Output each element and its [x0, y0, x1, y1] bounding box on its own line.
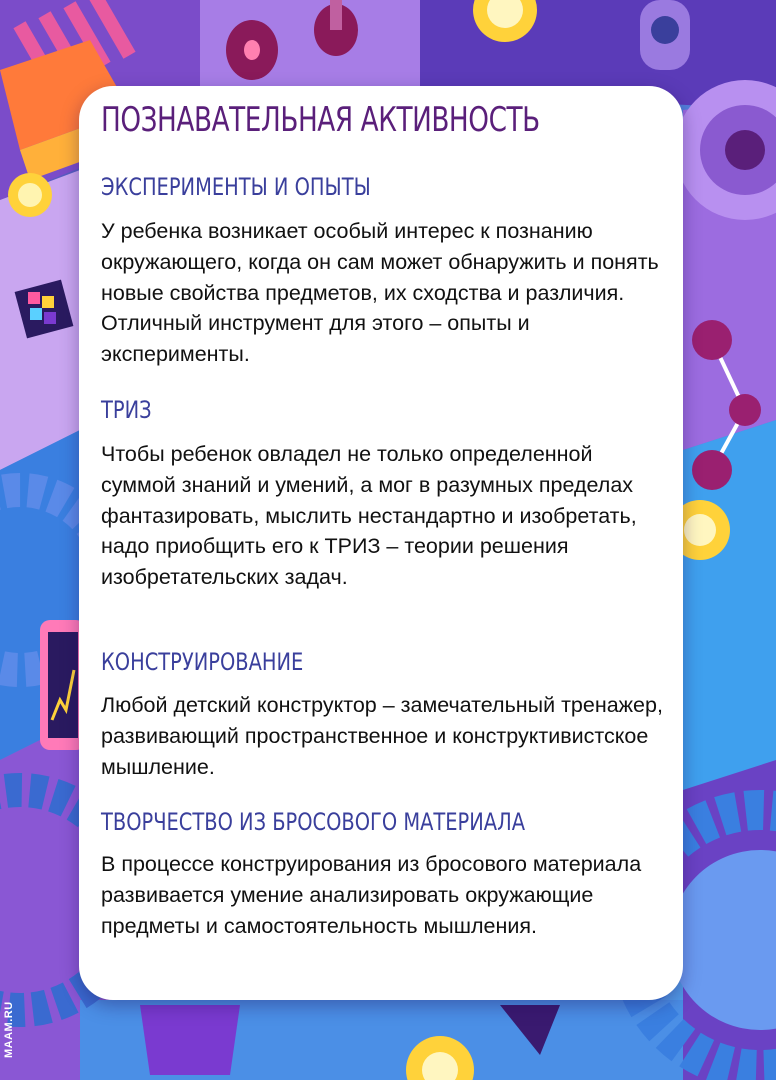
section-heading-triz: ТРИЗ: [101, 396, 152, 424]
section-heading-waste-materials: ТВОРЧЕСТВО ИЗ БРОСОВОГО МАТЕРИАЛА: [101, 808, 525, 836]
section-heading-experiments: ЭКСПЕРИМЕНТЫ И ОПЫТЫ: [101, 173, 371, 201]
section-text-experiments: У ребенка возникает особый интерес к познанию окружающего, когда он сам может обнаружить и понять новые свойства предметов, их сходства и различия. Отличный инструмент для этого – опыты и эксперименты.: [101, 219, 659, 367]
watermark: MAAM.RU: [3, 1001, 15, 1058]
section-heading-construction: КОНСТРУИРОВАНИЕ: [101, 648, 304, 676]
page-title: ПОЗНАВАТЕЛЬНАЯ АКТИВНОСТЬ: [101, 100, 540, 140]
section-text-triz: Чтобы ребенок овладел не только определенной суммой знаний и умений, а мог в разумных пределах фантазировать, мыслить нестандартно и изобретать, надо приобщить его к ТРИЗ – теории решения изобретательских задач.: [101, 442, 637, 590]
section-text-construction: Любой детский конструктор – замечательный тренажер, развивающий пространственное и конструктивистское мышление.: [101, 693, 663, 779]
section-text-waste-materials: В процессе конструирования из бросового материала развивается умение анализировать окружающие предметы и самостоятельность мышления.: [101, 852, 642, 938]
